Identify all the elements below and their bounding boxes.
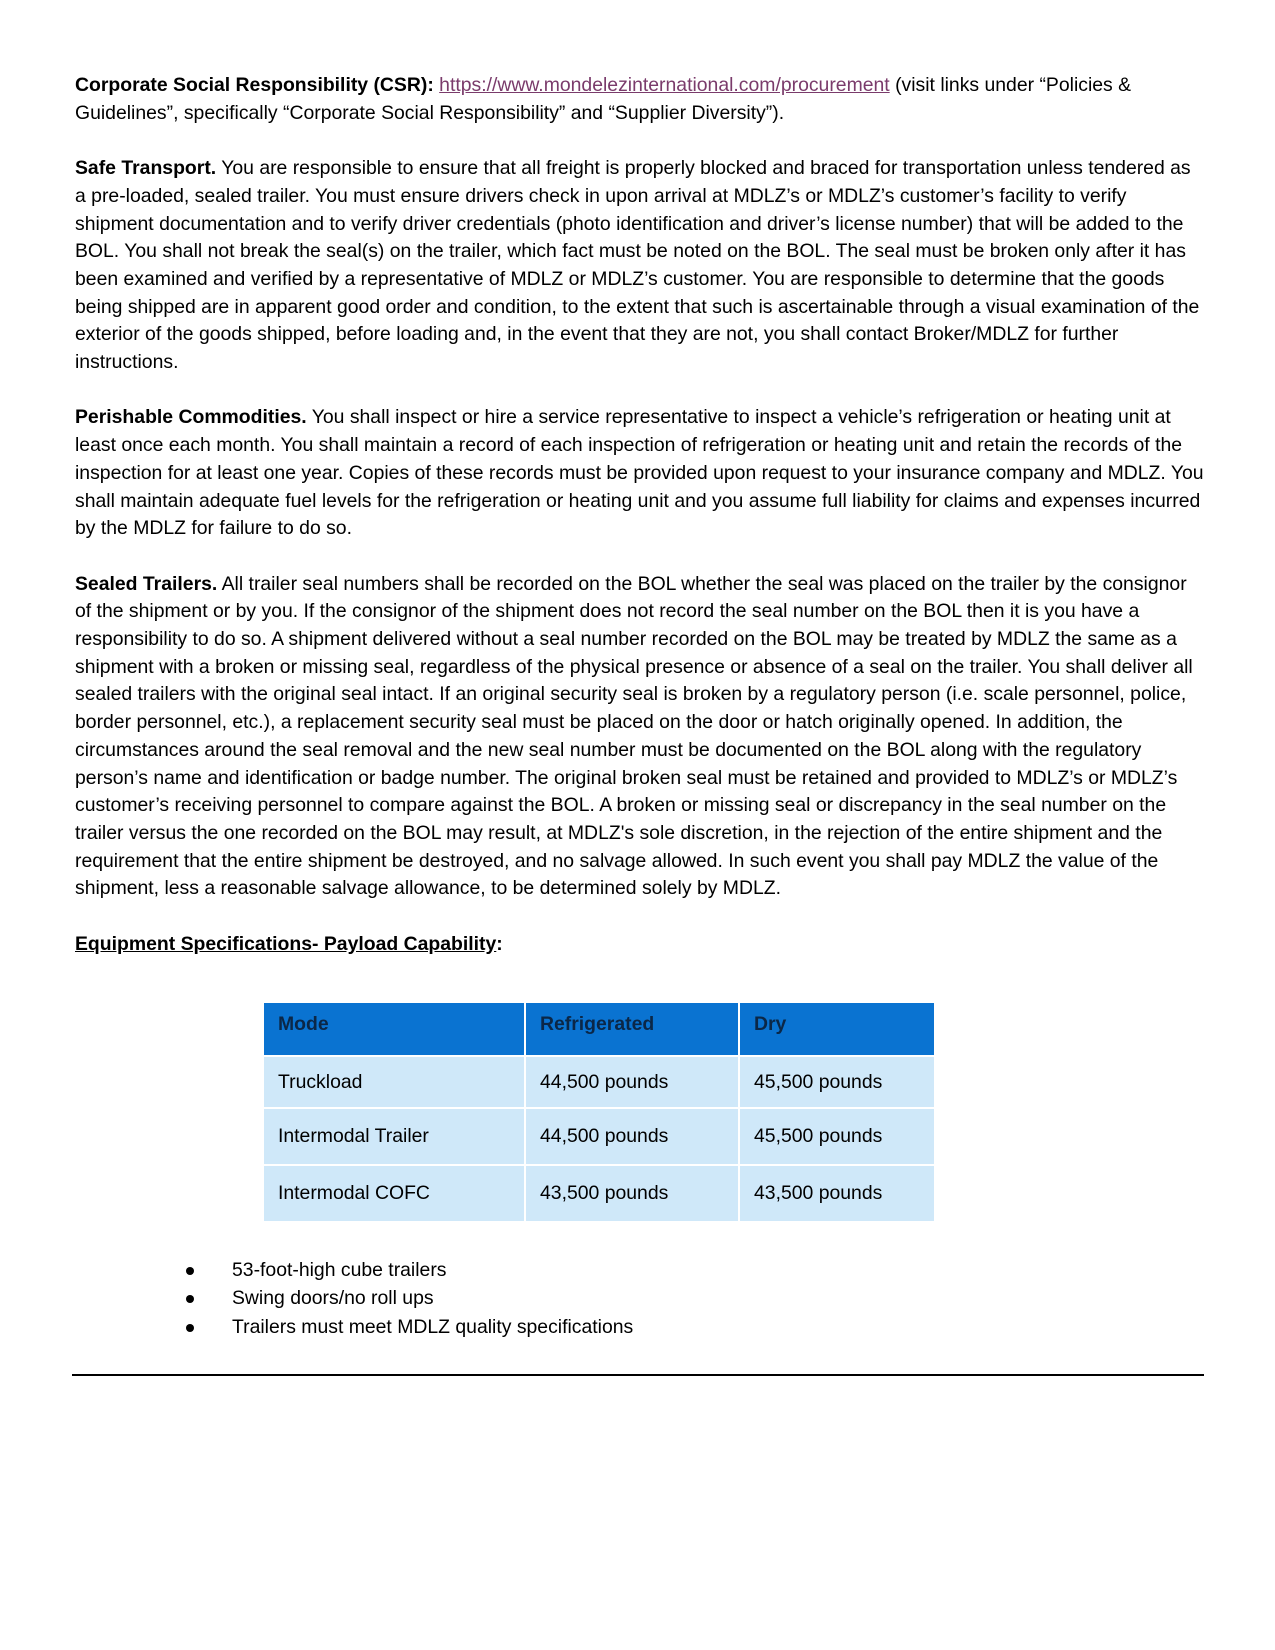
cell-mode: Intermodal COFC: [264, 1166, 524, 1221]
cell-dry: 45,500 pounds: [740, 1057, 934, 1107]
perishable-paragraph: [75, 404, 1205, 543]
list-item-text: Swing doors/no roll ups: [232, 1287, 434, 1310]
horizontal-divider: [72, 1374, 1204, 1376]
cell-dry: 45,500 pounds: [740, 1109, 934, 1164]
header-refrigerated: Refrigerated: [526, 1003, 738, 1055]
sealed-trailers-paragraph: [75, 571, 1205, 903]
bullet-icon: [186, 1295, 194, 1303]
csr-paragraph: [75, 72, 1205, 127]
header-mode: Mode: [264, 1003, 524, 1055]
cell-refrigerated: 44,500 pounds: [526, 1109, 738, 1164]
cell-mode: Truckload: [264, 1057, 524, 1107]
payload-table: [262, 1001, 936, 1223]
bullet-icon: [186, 1324, 194, 1332]
safe-transport-paragraph: [75, 155, 1205, 377]
csr-text: (visit links under “Policies & Guidelines”, specifically “Corporate Social Responsibility” and “Supplier Diversity”).: [75, 74, 1132, 124]
sealed-trailers-text: All trailer seal numbers shall be recorded on the BOL whether the seal was placed on the trailer by the consignor of the shipment or by you. If the consignor of the shipment does not record the seal number on the BOL then it is you have a responsibility to do so. A shipment delivered without a seal number recorded on the BOL may be treated by MDLZ the same as a shipment with a broken or missing seal, regardless of the physical presence or absence of a seal on the trailer. You shall deliver all sealed trailers with the original seal intact. If an original security seal is broken by a regulatory person (i.e. scale personnel, police, border personnel, etc.), a replacement security seal must be placed on the door or hatch originally opened. In addition, the circumstances around the seal removal and the new seal number must be documented on the BOL along with the regulatory person’s name and identification or badge number. The original broken seal must be retained and provided to MDLZ’s or MDLZ’s customer’s receiving personnel to compare against the BOL. A broken or missing seal or discrepancy in the seal number on the trailer versus the one recorded on the BOL may result, at MDLZ's sole discretion, in the rejection of the entire shipment and the requirement that the entire shipment be destroyed, and no salvage allowed. In such event you shall pay MDLZ the value of the shipment, less a reasonable salvage allowance, to be determined solely by MDLZ.: [75, 572, 1193, 900]
equipment-heading-colon: :: [496, 932, 503, 955]
table-row: [264, 1166, 934, 1221]
requirements-list: [0, 1256, 633, 1341]
document-page: [75, 72, 1205, 958]
perishable-text: You shall inspect or hire a service representative to inspect a vehicle’s refrigeration or heating unit at least once each month. You shall maintain a record of each inspection of refrigeration or heating unit and retain the records of the inspection for at least one year. Copies of these records must be provided upon request to your insurance company and MDLZ. You shall maintain adequate fuel levels for the refrigeration or heating unit and you assume full liability for claims and expenses incurred by the MDLZ for failure to do so.: [75, 406, 1204, 540]
procurement-link[interactable]: https://www.mondelezinternational.com/procurement: [439, 74, 890, 96]
list-item-text: Trailers must meet MDLZ quality specifications: [232, 1315, 634, 1338]
list-item: [0, 1313, 633, 1341]
cell-mode: Intermodal Trailer: [264, 1109, 524, 1164]
sealed-trailers-label: Sealed Trailers.: [75, 572, 218, 595]
list-item-text: 53-foot-high cube trailers: [232, 1259, 447, 1281]
safe-transport-text: You are responsible to ensure that all freight is properly blocked and braced for transportation unless tendered as a pre-loaded, sealed trailer. You must ensure drivers check in upon arrival at MDLZ’s or MDLZ’s customer’s facility to verify shipment documentation and to verify driver credentials (photo identification and driver’s license number) that will be added to the BOL. You shall not break the seal(s) on the trailer, which fact must be noted on the BOL. The seal must be broken only after it has been examined and verified by a representative of MDLZ or MDLZ’s customer. You are responsible to determine that the goods being shipped are in apparent good order and condition, to the extent that such is ascertainable through a visual examination of the exterior of the goods shipped, before loading and, in the event that they are not, you shall contact Broker/MDLZ for further instructions.: [75, 157, 1200, 374]
cell-refrigerated: 44,500 pounds: [526, 1057, 738, 1107]
safe-transport-label: Safe Transport.: [75, 157, 217, 180]
header-dry: Dry: [740, 1003, 934, 1055]
table-header-row: [264, 1003, 934, 1055]
equipment-heading-text: Equipment Specifications- Payload Capability: [75, 932, 497, 955]
table-row: [264, 1057, 934, 1107]
cell-refrigerated: 43,500 pounds: [526, 1166, 738, 1221]
table-row: [264, 1109, 934, 1164]
csr-label: Corporate Social Responsibility (CSR):: [75, 74, 434, 96]
perishable-label: Perishable Commodities.: [75, 406, 307, 429]
cell-dry: 43,500 pounds: [740, 1166, 934, 1221]
bullet-icon: [186, 1267, 194, 1275]
equipment-heading: [75, 931, 1205, 959]
list-item: [0, 1256, 633, 1284]
list-item: [0, 1284, 633, 1312]
